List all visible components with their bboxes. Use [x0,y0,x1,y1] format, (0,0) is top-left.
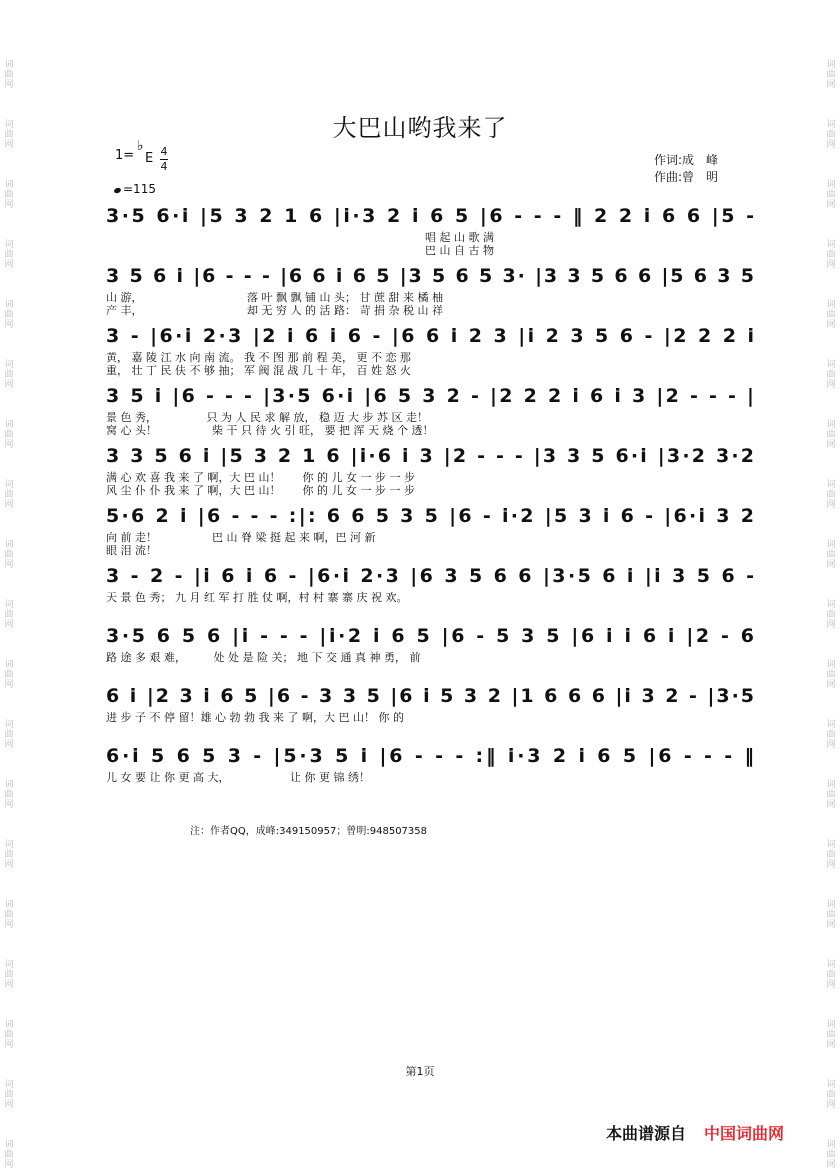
lyric-line: 窝 心 头！ 柴 干 只 待 火 引 旺， 要 把 浑 天 烧 个 透！ [106,424,434,437]
watermark-char: 网 [4,80,14,90]
watermark-char: 词 [4,660,14,670]
watermark-char: 词 [826,240,836,250]
watermark-char: 词 [4,840,14,850]
watermark-char: 网 [4,740,14,750]
watermark-char: 曲 [826,910,836,920]
watermark-char: 词 [826,1140,836,1150]
watermark-char: 曲 [826,430,836,440]
watermark-char: 网 [4,1100,14,1110]
notation-line: 6·i 5 6 5 3 - |5·3 5 i |6 - - - :‖ i·3 2 i 6 5 |6 - - - ‖ [106,745,754,767]
watermark-char: 曲 [4,250,14,260]
watermark-char: 曲 [826,790,836,800]
score-line [106,745,754,784]
watermark-char: 网 [826,980,836,990]
tempo-marking [114,182,156,196]
key-signature [115,138,154,166]
composer: 作曲:曾 明 [654,170,719,184]
footnote: 注：作者QQ，成峰:349150957；曾明:948507358 [190,826,428,837]
source-site: 中国词曲网 [704,1124,785,1143]
watermark-char: 曲 [4,310,14,320]
watermark-right [824,0,838,1169]
watermark-char: 曲 [4,1090,14,1100]
score-line [106,565,754,604]
watermark-char: 网 [4,380,14,390]
watermark-char: 曲 [4,430,14,440]
watermark-char: 曲 [826,610,836,620]
watermark-char: 网 [826,500,836,510]
watermark-char: 网 [4,1160,14,1170]
watermark-char: 词 [4,480,14,490]
watermark-char: 词 [826,180,836,190]
watermark-char: 词 [4,1080,14,1090]
watermark-char: 网 [4,980,14,990]
watermark-char: 曲 [4,910,14,920]
watermark-char: 词 [4,960,14,970]
watermark-char: 曲 [4,370,14,380]
lyric-line: 天 景 色 秀； 九 月 红 军 打 胜 仗 啊，村 村 寨 寨 庆 祝 欢。 [106,591,408,604]
watermark-char: 曲 [826,1150,836,1160]
watermark-char: 网 [826,680,836,690]
watermark-char: 网 [4,320,14,330]
watermark-char: 网 [4,680,14,690]
lyric-line: 儿 女 要 让 你 更 高 大， 让 你 更 锦 绣！ [106,771,370,784]
watermark-char: 网 [826,920,836,930]
watermark-char: 词 [826,120,836,130]
lyric-line: 唱 起 山 歌 满 [106,231,494,244]
source-credit [606,1121,784,1144]
watermark-char: 网 [4,860,14,870]
watermark-char: 词 [4,600,14,610]
watermark-char: 曲 [4,850,14,860]
lyric-line: 山 游， 落 叶 飘 飘 铺 山 头； 甘 蔗 甜 来 橘 柚 [106,291,443,304]
watermark-char: 曲 [826,670,836,680]
notation-line: 3 5 6 i |6 - - - |6 6 i 6 5 |3 5 6 5 3· |3 3 5 6 6 |5 6 3 5 [106,265,755,287]
notation-line: 3 3 5 6 i |5 3 2 1 6 |i·6 i 3 |2 - - - |3 3 5 6·i |3·2 3·2 [106,445,754,467]
lyric-line: 产 丰， 却 无 穷 人 的 活 路： 苛 捐 杂 税 山 祥 [106,304,443,317]
watermark-char: 曲 [826,490,836,500]
watermark-char: 词 [4,420,14,430]
watermark-char: 网 [826,1040,836,1050]
song-title: 大巴山哟我来了 [332,114,508,142]
watermark-char: 词 [826,300,836,310]
watermark-char: 词 [826,660,836,670]
watermark-char: 网 [4,920,14,930]
watermark-char: 曲 [826,370,836,380]
time-top: 4 [160,145,168,158]
watermark-char: 网 [4,200,14,210]
page-number: 第1页 [405,1065,435,1078]
lyricist: 作词:成 峰 [654,153,719,167]
watermark-char: 网 [826,560,836,570]
watermark-char: 曲 [826,550,836,560]
lyric-line: 满 心 欢 喜 我 来 了 啊，大 巴 山！ 你 的 儿 女 一 步 一 步 [106,471,415,484]
watermark-char: 曲 [826,70,836,80]
watermark-char: 网 [826,620,836,630]
score-line [106,445,754,497]
watermark-char: 曲 [4,550,14,560]
watermark-char: 词 [4,1020,14,1030]
watermark-char: 网 [826,800,836,810]
watermark-char: 词 [826,1080,836,1090]
lyric-line: 巴 山 自 古 物 [106,244,494,257]
notation-line: 3·5 6 5 6 |i - - - |i·2 i 6 5 |6 - 5 3 5 |6 i i 6 i |2 - 6 [106,625,754,647]
watermark-char: 词 [4,540,14,550]
credits [654,152,718,186]
score-line [106,625,754,664]
watermark-char: 词 [4,300,14,310]
watermark-char: 曲 [826,130,836,140]
watermark-char: 词 [4,60,14,70]
watermark-char: 曲 [4,70,14,80]
watermark-char: 曲 [826,850,836,860]
watermark-char: 词 [4,780,14,790]
score-line [106,385,754,437]
watermark-char: 词 [826,420,836,430]
lyric-line: 黄， 嘉 陵 江 水 向 南 流。 我 不 图 那 前 程 美， 更 不 恋 那 [106,351,411,364]
watermark-char: 词 [4,720,14,730]
watermark-char: 曲 [826,1090,836,1100]
score-line [106,205,754,257]
watermark-char: 网 [826,440,836,450]
watermark-char: 词 [826,780,836,790]
watermark-char: 网 [826,1160,836,1170]
watermark-char: 网 [4,620,14,630]
watermark-char: 曲 [4,190,14,200]
watermark-char: 网 [4,440,14,450]
watermark-char: 网 [826,140,836,150]
notation-line: 6 i |2 3 i 6 5 |6 - 3 3 5 |6 i 5 3 2 |1 6 6 6 |i 3 2 - |3·5 [106,685,755,707]
watermark-char: 曲 [4,1150,14,1160]
notation-line: 3 - |6·i 2·3 |2 i 6 i 6 - |6 6 i 2 3 |i 2 3 5 6 - |2 2 2 i [106,325,755,347]
score-line [106,265,754,317]
watermark-char: 词 [826,540,836,550]
watermark-char: 网 [826,380,836,390]
score-line [106,685,754,724]
watermark-char: 词 [4,120,14,130]
score-line [106,325,754,377]
key-prefix: 1= [115,148,135,163]
watermark-char: 网 [4,800,14,810]
watermark-char: 词 [4,900,14,910]
watermark-char: 曲 [826,1030,836,1040]
source-label: 本曲谱源自 [606,1124,687,1143]
watermark-char: 曲 [826,250,836,260]
watermark-char: 网 [826,860,836,870]
watermark-char: 词 [826,600,836,610]
lyric-line: 向 前 走！ 巴 山 脊 梁 挺 起 来 啊，巴 河 新 [106,531,376,544]
watermark-char: 词 [826,360,836,370]
notation-line: 3 - 2 - |i 6 i 6 - |6·i 2·3 |6 3 5 6 6 |3·5 6 i |i 3 5 6 - [106,565,754,587]
notation-line: 3·5 6·i |5 3 2 1 6 |i·3 2 i 6 5 |6 - - - ‖ 2 2 i 6 6 |5 - [106,205,755,227]
lyric-line: 进 步 子 不 停 留！雄 心 勃 勃 我 来 了 啊，大 巴 山！ 你 的 [106,711,404,724]
watermark-char: 曲 [826,730,836,740]
watermark-char: 网 [4,260,14,270]
watermark-char: 网 [826,200,836,210]
notation-line: 3 5 i |6 - - - |3·5 6·i |6 5 3 2 - |2 2 2 i 6 i 3 |2 - - - | [106,385,754,407]
lyric-line: 路 途 多 艰 难， 处 处 是 险 关； 地 下 交 通 真 神 勇， 前 [106,651,421,664]
watermark-char: 网 [4,140,14,150]
score [106,200,756,840]
watermark-char: 词 [4,360,14,370]
watermark-char: 网 [4,560,14,570]
watermark-char: 词 [4,180,14,190]
lyric-line: 眼 泪 流！ [106,544,157,557]
lyric-line: 景 色 秀， 只 为 人 民 求 解 放， 稳 迈 大 步 苏 区 走！ [106,411,428,424]
watermark-char: 词 [826,60,836,70]
watermark-char: 网 [826,1100,836,1110]
watermark-left [2,0,16,1169]
watermark-char: 词 [4,1140,14,1150]
flat-symbol: ♭ [137,138,144,154]
watermark-char: 曲 [4,1030,14,1040]
watermark-char: 网 [826,740,836,750]
lyric-line: 重， 壮 丁 民 伕 不 够 抽； 军 阀 混 战 几 十 年， 百 姓 怒 火 [106,364,411,377]
watermark-char: 词 [826,840,836,850]
watermark-char: 网 [4,1040,14,1050]
watermark-char: 网 [826,80,836,90]
watermark-char: 曲 [4,490,14,500]
key-note: E [145,151,154,166]
watermark-char: 词 [826,900,836,910]
lyric-line: 风 尘 仆 仆 我 来 了 啊，大 巴 山！ 你 的 儿 女 一 步 一 步 [106,484,415,497]
time-bottom: 4 [160,160,168,173]
watermark-char: 曲 [4,730,14,740]
watermark-char: 网 [826,320,836,330]
watermark-char: 曲 [826,310,836,320]
watermark-char: 网 [826,260,836,270]
watermark-char: 词 [826,720,836,730]
watermark-char: 曲 [826,970,836,980]
time-signature [160,146,168,173]
watermark-char: 曲 [826,190,836,200]
watermark-char: 曲 [4,610,14,620]
tempo-value: =115 [123,182,156,196]
score-lines [106,200,756,820]
watermark-char: 曲 [4,130,14,140]
watermark-char: 曲 [4,790,14,800]
watermark-char: 词 [826,1020,836,1030]
watermark-char: 曲 [4,670,14,680]
watermark-char: 网 [4,500,14,510]
watermark-char: 词 [4,240,14,250]
watermark-char: 词 [826,480,836,490]
watermark-char: 词 [826,960,836,970]
quarter-note-icon [113,187,121,194]
score-line [106,505,754,557]
notation-line: 5·6 2 i |6 - - - :|: 6 6 5 3 5 |6 - i·2 |5 3 i 6 - |6·i 3 2 [106,505,754,527]
watermark-char: 曲 [4,970,14,980]
